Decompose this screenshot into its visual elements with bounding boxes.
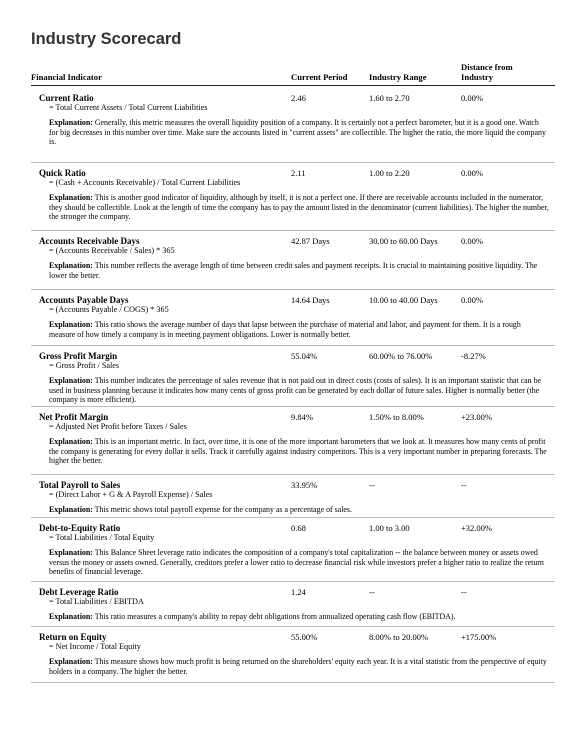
explanation-label: Explanation: <box>49 118 93 127</box>
indicator-explanation <box>49 657 555 676</box>
indicator-row <box>31 290 555 346</box>
current-period-value: 55.04% <box>291 351 318 361</box>
explanation-text: This ratio measures a company's ability to repay debt obligations from annualized operating cash flow (EBITDA). <box>94 612 456 621</box>
explanation-label: Explanation: <box>49 548 93 557</box>
indicator-formula: = Gross Profit / Sales <box>49 361 120 370</box>
explanation-text: Generally, this metric measures the overall liquidity position of a company. It is certainly not a perfect barometer, but it is a good one. Watch for big decreases in this number over time. Make sure the accounts listed in "current assets" are collectible. The higher the ratio, the more liquid the company is. <box>49 118 546 147</box>
header-industry-range: Industry Range <box>369 71 427 82</box>
indicator-row <box>31 582 555 627</box>
indicator-row <box>31 231 555 290</box>
distance-value: 0.00% <box>461 236 483 246</box>
current-period-value: 9.84% <box>291 412 313 422</box>
explanation-label: Explanation: <box>49 612 93 621</box>
indicator-name: Accounts Receivable Days <box>39 236 140 246</box>
distance-value: +23.00% <box>461 412 492 422</box>
explanation-text: This is an important metric. In fact, over time, it is one of the more important barometers that we look at. It measures how many cents of profit the company is generating for every dollar it sells. Track it carefully against industry competitors. This is a very important number in preparing forecasts. The higher the better. <box>49 437 547 466</box>
current-period-value: 2.46 <box>291 93 306 103</box>
explanation-label: Explanation: <box>49 437 93 446</box>
current-period-value: 33.95% <box>291 480 318 490</box>
explanation-text: This metric shows total payroll expense for the company as a percentage of sales. <box>94 505 352 514</box>
industry-range-value: 60.00% to 76.00% <box>369 351 433 361</box>
indicator-explanation <box>49 548 555 577</box>
industry-range-value: -- <box>369 587 375 597</box>
distance-value: +32.00% <box>461 523 492 533</box>
distance-value: -- <box>461 480 467 490</box>
indicator-name: Debt-to-Equity Ratio <box>39 523 121 533</box>
current-period-value: 55.00% <box>291 632 318 642</box>
header-indicator: Financial Indicator <box>31 71 102 82</box>
distance-value: 0.00% <box>461 93 483 103</box>
distance-value: 0.00% <box>461 295 483 305</box>
indicator-name: Gross Profit Margin <box>39 351 118 361</box>
indicator-formula: = (Cash + Accounts Receivable) / Total Current Liabilities <box>49 178 241 187</box>
indicator-formula: = Adjusted Net Profit before Taxes / Sales <box>49 422 187 431</box>
explanation-label: Explanation: <box>49 320 93 329</box>
indicator-formula: = Total Current Assets / Total Current Liabilities <box>49 103 208 112</box>
explanation-text: This Balance Sheet leverage ratio indicates the composition of a company's total capitalization -- the balance between money or assets owed versus the money or assets owned. Generally, creditors prefer a lower ratio to decrease financial risk while investors prefer a higher ratio to realize the return benefits of financial leverage. <box>49 548 544 577</box>
industry-range-value: 8.00% to 20.00% <box>369 632 429 642</box>
indicator-row <box>31 407 555 475</box>
indicator-formula: = (Accounts Payable / COGS) * 365 <box>49 305 169 314</box>
indicator-name: Quick Ratio <box>39 168 86 178</box>
indicator-formula: = Net Income / Total Equity <box>49 642 141 651</box>
industry-range-value: 1.00 to 3.00 <box>369 523 410 533</box>
current-period-value: 1.24 <box>291 587 306 597</box>
explanation-label: Explanation: <box>49 261 93 270</box>
indicator-name: Net Profit Margin <box>39 412 109 422</box>
distance-value: +175.00% <box>461 632 497 642</box>
current-period-value: 14.64 Days <box>291 295 330 305</box>
indicator-row <box>31 518 555 582</box>
table-header <box>31 61 555 86</box>
indicator-name: Return on Equity <box>39 632 107 642</box>
industry-range-value: 1.00 to 2.20 <box>369 168 410 178</box>
explanation-text: This number indicates the percentage of sales revenue that is not paid out in direct costs (costs of sales). It is an important statistic that can be used in business planning because it indicates how many cents of gross profit can be generated by each dollar of future sales. Higher is normally better (the company is more efficient). <box>49 376 542 405</box>
indicator-row <box>31 627 555 683</box>
distance-value: -- <box>461 587 467 597</box>
distance-value: 0.00% <box>461 168 483 178</box>
indicator-explanation <box>49 320 555 339</box>
indicator-explanation <box>49 505 555 515</box>
indicator-name: Total Payroll to Sales <box>39 480 121 490</box>
indicator-name: Current Ratio <box>39 93 94 103</box>
indicator-explanation <box>49 193 555 222</box>
indicator-formula: = (Direct Labor + G & A Payroll Expense) / Sales <box>49 490 213 499</box>
explanation-text: This number reflects the average length of time between credit sales and payment receipts. It is crucial to maintaining positive liquidity. The lower the better. <box>49 261 538 280</box>
indicator-explanation <box>49 376 555 405</box>
indicator-explanation <box>49 118 555 147</box>
indicator-row <box>31 163 555 231</box>
indicator-explanation <box>49 261 555 280</box>
indicator-explanation <box>49 437 555 466</box>
explanation-text: This ratio shows the average number of days that lapse between the purchase of material and labor, and payment for them. It is a rough measure of how timely a company is in meeting payment obligations. Lower is normally better. <box>49 320 521 339</box>
explanation-label: Explanation: <box>49 193 93 202</box>
indicator-list <box>31 88 555 683</box>
industry-range-value: 30.00 to 60.00 Days <box>369 236 438 246</box>
indicator-formula: = (Accounts Receivable / Sales) * 365 <box>49 246 175 255</box>
indicator-explanation <box>49 612 555 622</box>
explanation-text: This measure shows how much profit is being returned on the shareholders' equity each year. It is a vital statistic from the perspective of equity holders in a company. The higher the better. <box>49 657 547 676</box>
explanation-label: Explanation: <box>49 505 93 514</box>
industry-range-value: -- <box>369 480 375 490</box>
distance-value: -8.27% <box>461 351 486 361</box>
indicator-row <box>31 88 555 163</box>
explanation-label: Explanation: <box>49 376 93 385</box>
explanation-text: This is another good indicator of liquidity, although by itself, it is not a perfect one. If there are receivable accounts included in the numerator, they should be collectible. Look at the length of time the company has to pay the amount listed in the denominator (current liabilities). The higher the number, the stronger the company. <box>49 193 549 222</box>
header-distance: Distance from Industry <box>461 62 513 82</box>
page-title: Industry Scorecard <box>31 30 182 48</box>
indicator-row <box>31 475 555 518</box>
indicator-row <box>31 346 555 407</box>
indicator-name: Debt Leverage Ratio <box>39 587 119 597</box>
current-period-value: 42.87 Days <box>291 236 330 246</box>
explanation-label: Explanation: <box>49 657 93 666</box>
indicator-formula: = Total Liabilities / Total Equity <box>49 533 155 542</box>
indicator-formula: = Total Liabilities / EBITDA <box>49 597 144 606</box>
current-period-value: 0.68 <box>291 523 306 533</box>
industry-range-value: 1.60 to 2.70 <box>369 93 410 103</box>
indicator-name: Accounts Payable Days <box>39 295 129 305</box>
current-period-value: 2.11 <box>291 168 306 178</box>
header-current-period: Current Period <box>291 71 348 82</box>
industry-range-value: 1.50% to 8.00% <box>369 412 424 422</box>
industry-range-value: 10.00 to 40.00 Days <box>369 295 438 305</box>
